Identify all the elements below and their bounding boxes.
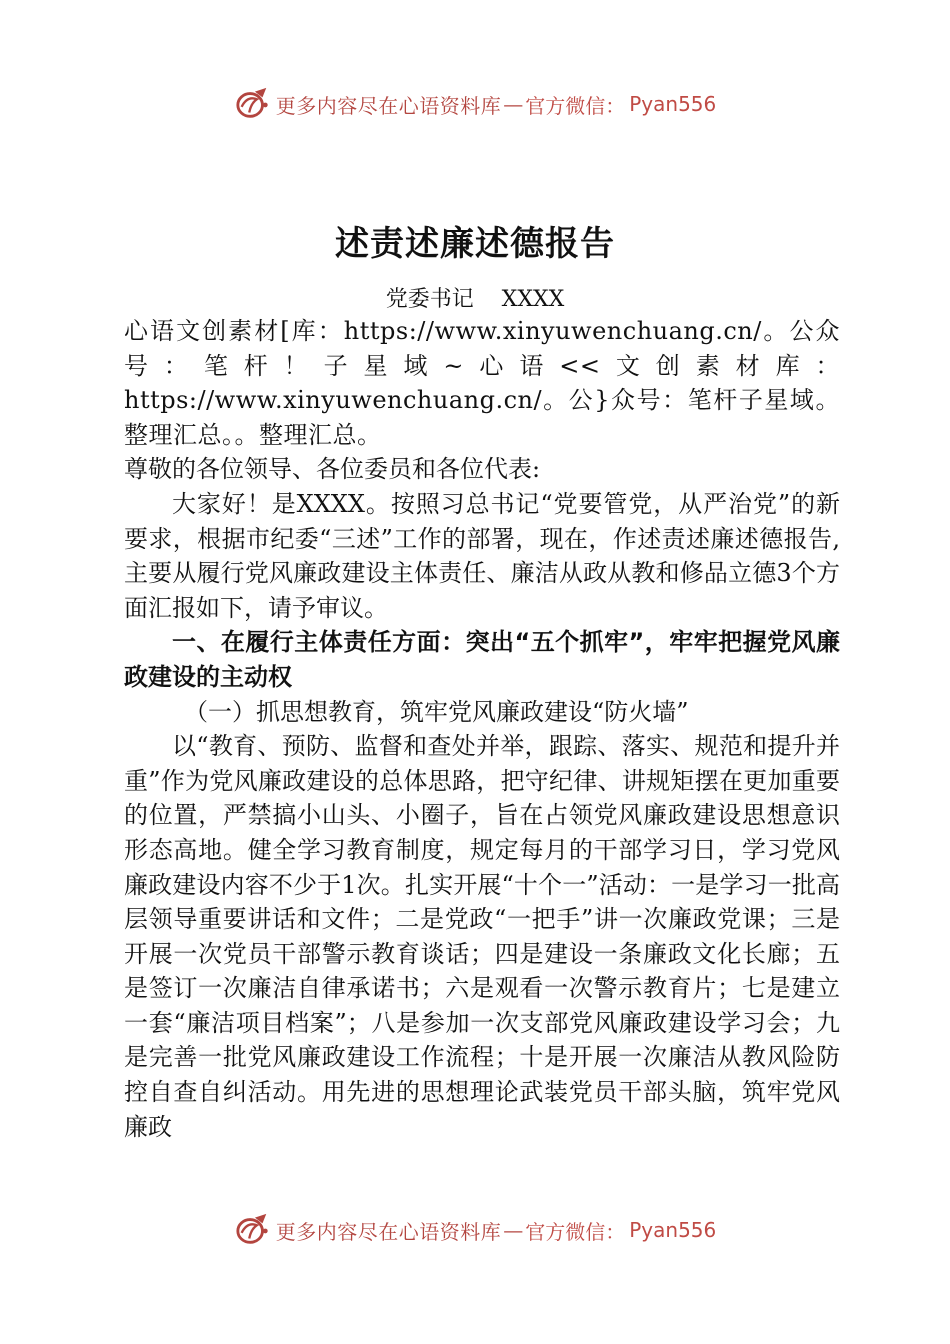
watermark-wechat-label: 官方微信： — [525, 1219, 626, 1244]
body-paragraph-1: 以“教育、预防、监督和查处并举，跟踪、落实、规范和提升并重”作为党风廉政建设的总体思路，把守纪律、讲规矩摆在更加重要的位置，严禁搞小山头、小圈子，旨在占领党风廉政建设思想意识形态高地。健全学习教育制度，规定每月的干部学习日，学习党风廉政建设内容不少于1次。扎实开展“十个一”活动：一是学习一批高层领导重要讲话和文件；二是党政“一把手”讲一次廉政党课；三是开展一次党员干部警示教育谈话；四是建设一条廉政文化长廊；五是签订一次廉洁自律承诺书；六是观看一次警示教育片；七是建立一套“廉洁项目档案”；八是参加一次支部党风廉政建设学习会；九是完善一批党风廉政建设工作流程；十是开展一次廉洁从教风险防控自查自纠活动。用先进的思想理论武装党员干部头脑，筑牢党风廉政 — [124, 732, 840, 1141]
brand-logo-icon — [234, 86, 272, 122]
watermark-wechat-id: Pyan556 — [629, 92, 717, 116]
brand-logo-icon — [234, 1212, 272, 1248]
section-heading-1: 一、在履行主体责任方面：突出“五个抓牢”，牢牢把握党风廉政建设的主动权 — [124, 628, 840, 691]
subsection-heading-1: （一）抓思想教育，筑牢党风廉政建设“防火墙” — [184, 697, 689, 726]
watermark-text: 更多内容尽在心语资料库 — [275, 1219, 502, 1244]
watermark-text: 更多内容尽在心语资料库 — [275, 93, 502, 118]
document-body — [124, 314, 840, 1144]
watermark-wechat-label: 官方微信： — [525, 93, 626, 118]
watermark-wechat-id: Pyan556 — [629, 1218, 717, 1242]
source-note: 心语文创素材[库：https://www.xinyuwenchuang.cn/。公众号：笔杆！子星域~心语<<文创素材库：https://www.xinyuwenchuang.cn/。公}众号：笔杆子星域。整理汇总。。整理汇总。 — [124, 317, 840, 449]
document-title: 述责述廉述德报告 — [335, 224, 615, 264]
watermark-separator: — — [503, 1218, 524, 1242]
watermark-banner-top — [0, 84, 950, 124]
watermark-banner-bottom — [0, 1210, 950, 1250]
salutation: 尊敬的各位领导、各位委员和各位代表: — [124, 455, 541, 484]
watermark-separator: — — [503, 92, 524, 116]
intro-paragraph: 大家好！是XXXX。按照习总书记“党要管党，从严治党”的新要求，根据市纪委“三述”工作的部署，现在，作述责述廉述德报告,主要从履行党风廉政建设主体责任、廉洁从政从教和修品立德3个方面汇报如下，请予审议。 — [124, 489, 840, 622]
document-author: 党委书记 XXXX — [385, 287, 565, 312]
